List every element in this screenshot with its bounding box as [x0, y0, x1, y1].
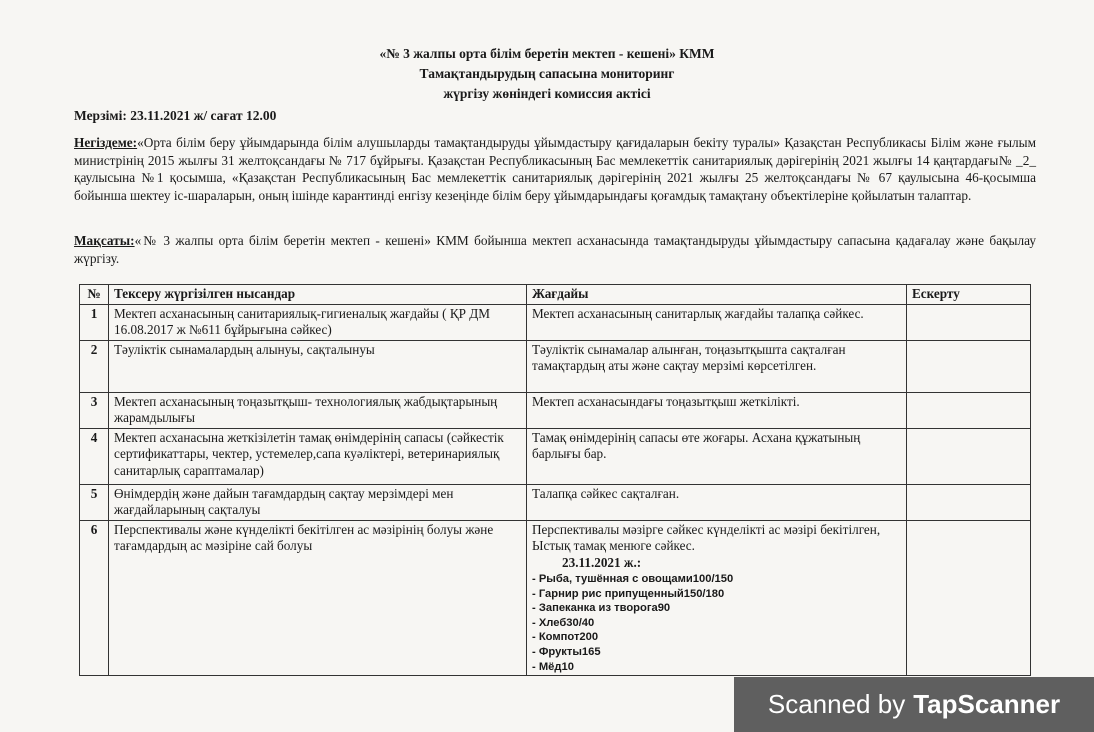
- menu-list: [532, 572, 901, 674]
- row-number: 3: [80, 392, 109, 428]
- table-row: [80, 428, 1031, 484]
- row-object: Өнімдердің және дайын тағамдардың сақтау мерзімдері мен жағдайларының сақталуы: [109, 484, 527, 520]
- row-object: Мектеп асханасына жеткізілетін тамақ өнімдерінің сапасы (сәйкестік сертификаттары, чектер, устемелер,сапа куәліктері, ветеринариялық санитарлық сараптамалар): [109, 428, 527, 484]
- watermark-prefix: Scanned by: [767, 689, 906, 719]
- header-school-name: «№ 3 жалпы орта білім беретін мектеп - кешені» КММ: [379, 46, 715, 61]
- basis-label: Негіздеме:: [74, 135, 138, 150]
- row-note: [907, 304, 1031, 340]
- row-number: 6: [80, 520, 109, 676]
- row-note: [907, 484, 1031, 520]
- menu-date: 23.11.2021 ж.:: [562, 554, 642, 570]
- table-row: [80, 392, 1031, 428]
- basis-paragraph: [74, 134, 1036, 204]
- menu-item: - Запеканка из творога90: [532, 601, 901, 616]
- row-number: 1: [80, 304, 109, 340]
- row-state: Перспективалы мәзірге сәйкес күнделікті ас мәзірі бекітілген, Ыстық тамақ менюге сәйкес.: [532, 521, 881, 553]
- goal-text: «№ 3 жалпы орта білім беретін мектеп - кешені» КММ бойынша мектеп асханасында тамақтандыруды ұйымдастыру сапасына қадағалау және бақылау жүргізу.: [74, 233, 1036, 266]
- menu-item: - Гарнир рис припущенный150/180: [532, 587, 901, 602]
- row-note: [907, 428, 1031, 484]
- row-object: Перспективалы және күнделікті бекітілген ас мәзірінің болуы және тағамдардың ас мәзіріне сай болуы: [109, 520, 527, 676]
- menu-item: - Рыба, тушённая с овощами100/150: [532, 572, 901, 587]
- watermark-brand: TapScanner: [913, 689, 1061, 719]
- menu-item: - Мёд10: [532, 660, 901, 675]
- menu-item: - Фрукты165: [532, 645, 901, 660]
- scanner-watermark: [734, 677, 1094, 732]
- table-row: [80, 484, 1031, 520]
- row-state: Тамақ өнімдерінің сапасы өте жоғары. Асхана құжатының барлығы бар.: [527, 428, 907, 484]
- row-state: Тәуліктік сынамалар алынған, тоңазытқышта сақталған тамақтардың аты және сақтау мерзімі көрсетілген.: [527, 340, 907, 392]
- table-row: [80, 304, 1031, 340]
- row-note: [907, 340, 1031, 392]
- row-note: [907, 520, 1031, 676]
- row-note: [907, 392, 1031, 428]
- row-number: 4: [80, 428, 109, 484]
- goal-label: Мақсаты:: [74, 233, 135, 248]
- date-line: Мерзімі: 23.11.2021 ж/ сағат 12.00: [74, 108, 277, 123]
- menu-item: - Хлеб30/40: [532, 616, 901, 631]
- menu-item: - Компот200: [532, 630, 901, 645]
- row-state-menu: [527, 520, 907, 676]
- table-header-row: [80, 285, 1031, 305]
- row-number: 5: [80, 484, 109, 520]
- row-state: Мектеп асханасындағы тоңазытқыш жеткілікті.: [527, 392, 907, 428]
- header-title: Тамақтандырудың сапасына мониторинг: [419, 66, 675, 81]
- document-header: [0, 44, 1094, 104]
- table-row: [80, 340, 1031, 392]
- table-row: [80, 520, 1031, 676]
- header-no: №: [80, 285, 109, 305]
- row-object: Мектеп асханасының тоңазытқыш- технологиялық жабдықтарының жарамдылығы: [109, 392, 527, 428]
- row-number: 2: [80, 340, 109, 392]
- goal-paragraph: [74, 232, 1036, 267]
- row-object: Тәуліктік сынамалардың алынуы, сақталынуы: [109, 340, 527, 392]
- header-object: Тексеру жүргізілген нысандар: [109, 285, 527, 305]
- header-state: Жағдайы: [527, 285, 907, 305]
- row-state: Мектеп асханасының санитарлық жағдайы талапқа сәйкес.: [527, 304, 907, 340]
- basis-text: «Орта білім беру ұйымдарында білім алушыларды тамақтандыруды ұйымдастыру қағидаларын бекіту туралы» Қазақстан Республикасы Білім және ғылым министрінің 2015 жылғы 31 желтоқсандағы № 717 бұйрығы. Қазақстан Республикасының Бас мемлекеттік санитариялық дәрігерінің 2021 жылғы 14 қаңтардағы№ _2_ қаулысына №1 қосымша, «Қазақстан Республикасының Бас мемлекеттік санитариялық дәрігерінің 2021 жылғы 25 желтоқсандағы № 67 қаулысына 46-қосымша бойынша шектеу іс-шараларын, оның ішінде карантинді енгізу кезеңінде білім беру ұйымдарындағы қоғамдық тамақтану объектілеріне қойылатын талаптар.: [74, 135, 1036, 203]
- header-note: Ескерту: [907, 285, 1031, 305]
- row-state: Талапқа сәйкес сақталған.: [527, 484, 907, 520]
- inspection-table: [79, 284, 1031, 676]
- header-subtitle: жүргізу жөніндегі комиссия актісі: [443, 86, 651, 101]
- row-object: Мектеп асханасының санитариялық-гигиеналық жағдайы ( ҚР ДМ 16.08.2017 ж №611 бұйрығына сәйкес): [109, 304, 527, 340]
